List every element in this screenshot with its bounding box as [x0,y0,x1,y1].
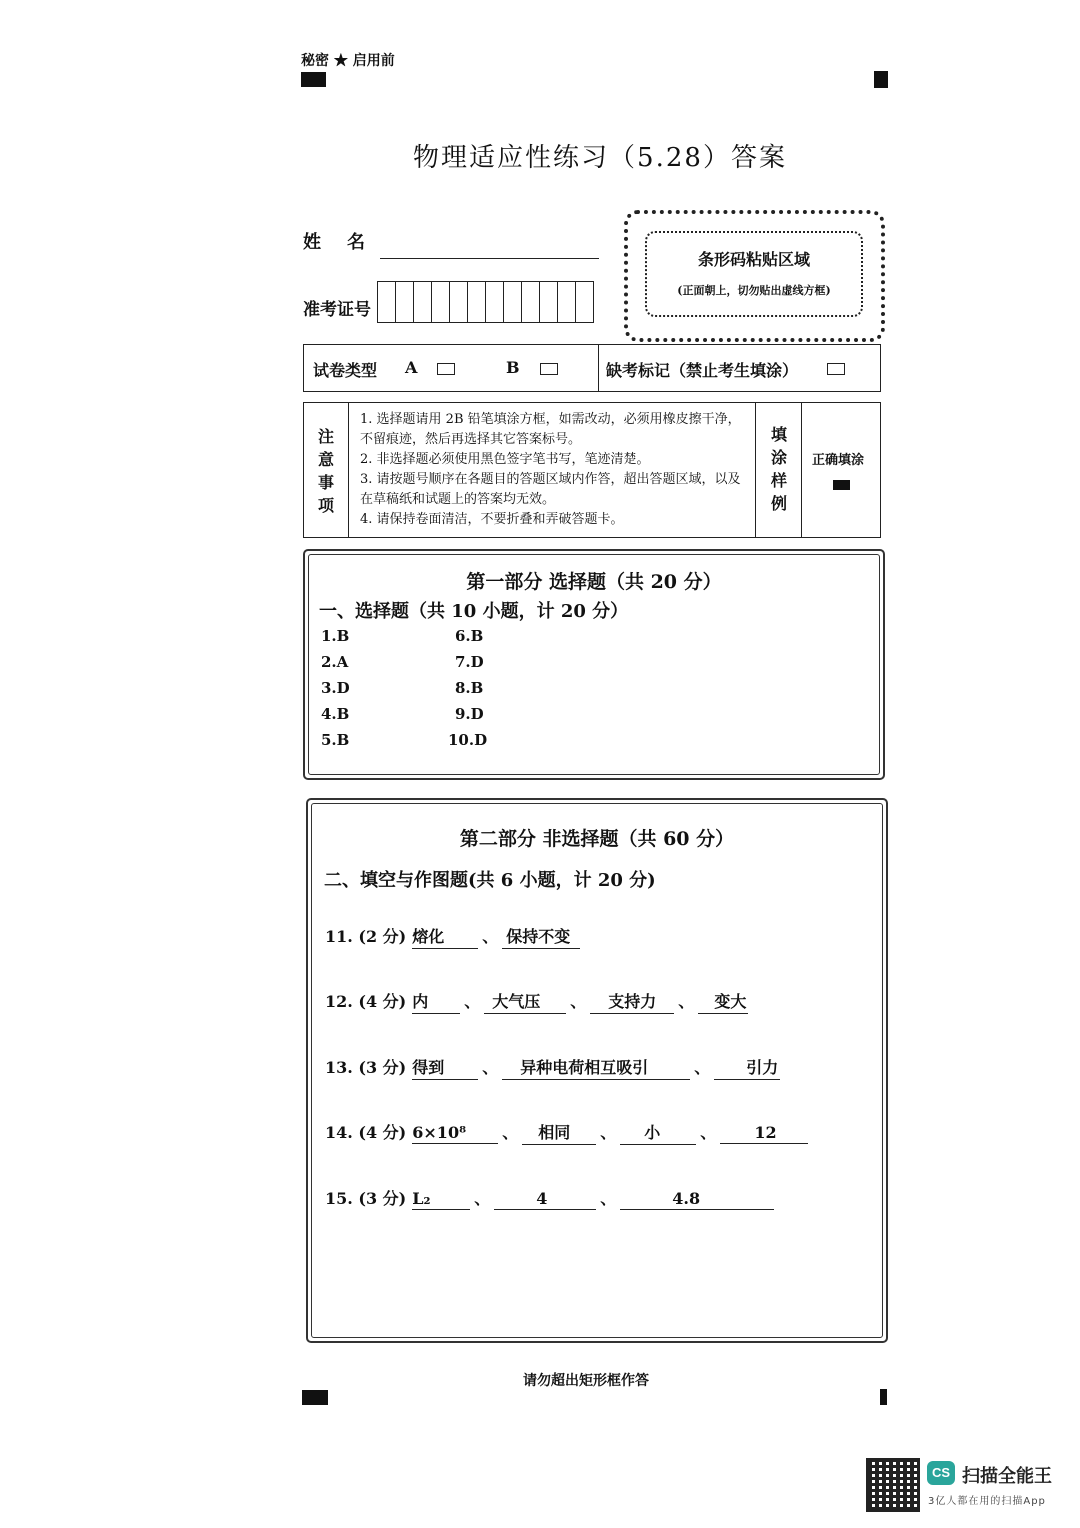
note-item: 1. 选择题请用 2B 铅笔填涂方框，如需改动，必须用橡皮擦干净，不留痕迹，然后再选择其它答案标号。 [360,412,741,447]
id-digit-box[interactable] [414,282,432,322]
question-15 [325,1186,774,1210]
part2-title: 第二部分 非选择题（共 60 分） [459,828,735,850]
answer-blank: 4 [494,1189,596,1210]
id-digit-box[interactable] [432,282,450,322]
answer-blank: 熔化 [412,924,478,949]
answer-blank: 保持不变 [502,924,580,949]
sample-filled-mark [833,480,850,490]
answer-blank: 大气压 [484,989,566,1014]
alignment-marker-bottom-left [302,1390,328,1405]
answer-blank: 引力 [714,1055,780,1080]
answer-blank: 支持力 [590,989,674,1014]
answer-blank: 6×10⁸ [412,1123,498,1144]
option-b-label: B [506,358,520,377]
question-prefix: 11. (2 分) [325,927,407,946]
question-12 [325,989,748,1014]
sample-heading: 填涂样例 [770,425,787,513]
alignment-marker-bottom-right [880,1389,887,1405]
note-item: 2. 非选择题必须使用黑色签字笔书写，笔迹清楚。 [360,452,650,467]
separator: 、 [700,1123,717,1142]
exam-id-boxes[interactable] [377,281,594,323]
id-digit-box[interactable] [378,282,396,322]
answer-item: 5.B [321,731,350,749]
absent-mark-checkbox[interactable] [827,363,845,375]
option-a-checkbox[interactable] [437,363,455,375]
question-13 [325,1055,780,1080]
separator: 、 [502,1123,519,1142]
separator: 、 [678,992,695,1011]
separator: 、 [474,1189,491,1208]
id-digit-box[interactable] [540,282,558,322]
notes-heading: 注意事项 [317,427,334,515]
answer-blank: 得到 [412,1055,478,1080]
camscanner-tagline: 3亿人都在用的扫描App [928,1496,1046,1507]
answer-item: 6.B [455,627,484,645]
part2-section [306,798,888,1343]
note-item: 3. 请按题号顺序在各题目的答题区域内作答，超出答题区域，以及在草稿纸和试题上的答案均无效。 [360,472,741,507]
id-digit-box[interactable] [396,282,414,322]
separator: 、 [570,992,587,1011]
answer-blank: 4.8 [620,1189,774,1210]
exam-id-label: 准考证号 [303,300,371,320]
answer-item: 2.A [321,653,349,671]
table-divider [348,403,349,537]
question-prefix: 14. (4 分) [325,1123,407,1142]
answer-blank: 内 [412,989,460,1014]
answer-item: 4.B [321,705,350,723]
id-digit-box[interactable] [522,282,540,322]
instructions-table [303,402,881,538]
answer-item: 1.B [321,627,350,645]
option-b-checkbox[interactable] [540,363,558,375]
question-14 [325,1120,808,1145]
answer-blank: 异种电荷相互吸引 [502,1055,690,1080]
answer-item: 10.D [448,731,488,749]
barcode-note: (正面朝上，切勿贴出虚线方框) [677,284,831,297]
separator: 、 [600,1189,617,1208]
footer-note: 请勿超出矩形框作答 [523,1373,649,1389]
question-prefix: 15. (3 分) [325,1189,407,1208]
id-digit-box[interactable] [558,282,576,322]
row-divider [598,345,599,391]
part1-section [303,549,885,780]
id-digit-box[interactable] [450,282,468,322]
alignment-marker-top-left [301,72,326,87]
confidential-label: 秘密 ★ 启用前 [301,53,395,69]
part1-title: 第一部分 选择题（共 20 分） [466,571,722,593]
question-11 [325,924,580,949]
answer-item: 8.B [455,679,484,697]
id-digit-box[interactable] [486,282,504,322]
answer-item: 7.D [455,653,484,671]
answer-blank: L₂ [412,1189,470,1210]
part2-subtitle: 二、填空与作图题(共 6 小题，计 20 分) [324,870,656,891]
note-item: 4. 请保持卷面清洁，不要折叠和弄破答题卡。 [360,512,624,527]
name-label: 姓名 [303,232,391,253]
qr-code [866,1458,920,1512]
name-field[interactable] [380,258,599,259]
option-a-label: A [405,358,418,377]
answer-item: 3.D [321,679,350,697]
question-prefix: 12. (4 分) [325,992,407,1011]
paper-type-row [303,344,881,392]
answer-item: 9.D [455,705,484,723]
separator: 、 [600,1123,617,1142]
separator: 、 [482,927,499,946]
notes-list [360,410,752,530]
id-digit-box[interactable] [576,282,593,322]
absent-mark-label: 缺考标记（禁止考生填涂） [606,361,799,380]
id-digit-box[interactable] [504,282,522,322]
table-divider [801,403,802,537]
sample-label: 正确填涂 [812,453,865,468]
camscanner-logo-icon: CS [927,1461,955,1485]
separator: 、 [694,1058,711,1077]
table-divider [755,403,756,537]
barcode-title: 条形码粘贴区域 [697,250,810,269]
barcode-area [645,231,863,317]
id-digit-box[interactable] [468,282,486,322]
alignment-marker-top-right [874,71,888,88]
part1-subtitle: 一、选择题（共 10 小题，计 20 分） [319,601,629,622]
answer-blank: 变大 [698,989,748,1014]
camscanner-name: 扫描全能王 [962,1466,1052,1487]
answer-blank: 12 [720,1123,808,1144]
paper-type-label: 试卷类型 [313,361,378,380]
question-prefix: 13. (3 分) [325,1058,407,1077]
answer-blank: 相同 [522,1120,596,1145]
page-title: 物理适应性练习（5.28）答案 [413,143,787,173]
answer-blank: 小 [620,1120,696,1145]
separator: 、 [464,992,481,1011]
separator: 、 [482,1058,499,1077]
